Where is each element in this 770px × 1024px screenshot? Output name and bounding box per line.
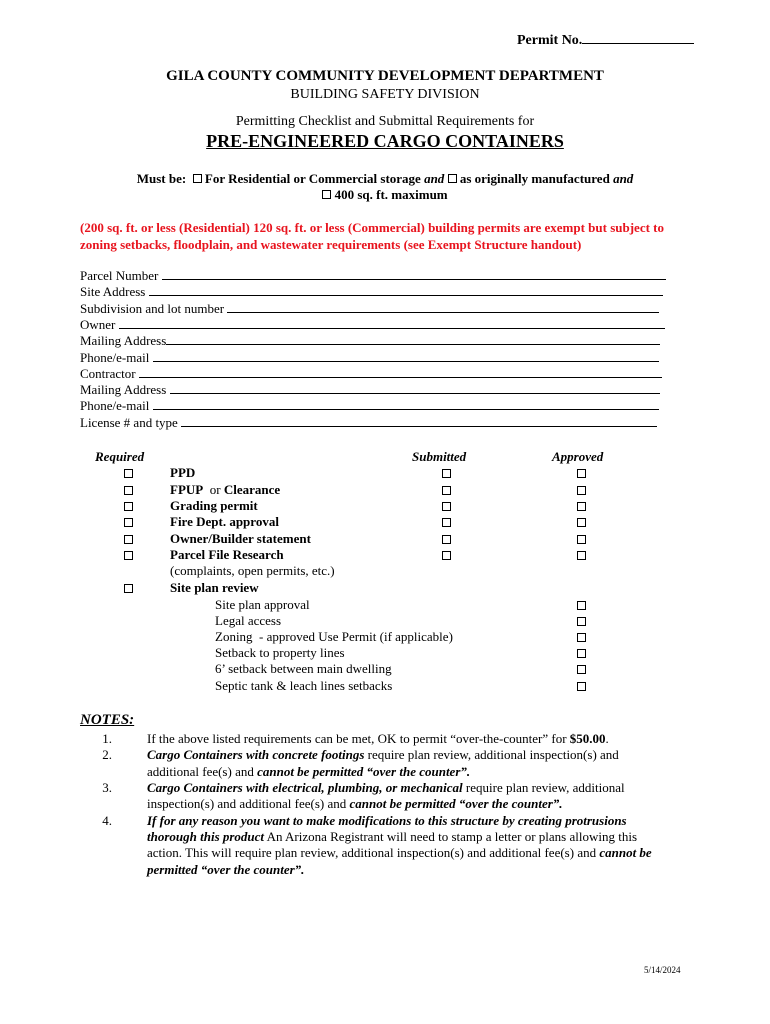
note-4-line4: permitted “over the counter”. — [147, 862, 305, 877]
note-number: 2. — [102, 747, 112, 762]
submitted-checkbox-ppd[interactable] — [442, 469, 451, 478]
submitted-checkbox-grading[interactable] — [442, 502, 451, 511]
note-2-line2 — [147, 764, 470, 780]
item-ppd: PPD — [170, 465, 196, 480]
permit-number-label: Permit No. — [517, 33, 583, 48]
originally-manufactured-label: as originally manufactured — [459, 171, 610, 186]
approved-checkbox-setback-main-dwelling[interactable] — [577, 665, 586, 674]
clearance-text: Clearance — [223, 482, 281, 497]
approved-checkbox-legal-access[interactable] — [577, 617, 586, 626]
field-license[interactable] — [80, 415, 670, 431]
submitted-checkbox-parcel-research[interactable] — [442, 551, 451, 560]
note-2-line2a: additional fee(s) and — [147, 764, 254, 779]
required-checkbox-owner-builder[interactable] — [124, 535, 133, 544]
submitted-checkbox-fpup[interactable] — [442, 486, 451, 495]
note-4-line3b: cannot be — [599, 845, 652, 860]
note-2-mid: require plan review, additional inspection(s) and — [367, 747, 619, 762]
required-checkbox-fire[interactable] — [124, 518, 133, 527]
field-label: Mailing Address — [80, 382, 167, 398]
permit-number-blank[interactable] — [582, 31, 694, 44]
field-blank[interactable] — [227, 301, 659, 313]
max-size-line — [0, 187, 770, 203]
fpup-text: FPUP — [170, 482, 204, 497]
exempt-notice-line2: zoning setbacks, floodplain, and wastewater requirements (see Exempt Structure handout) — [80, 237, 582, 252]
must-be-label: Must be: — [136, 171, 187, 186]
approved-checkbox-ppd[interactable] — [577, 469, 586, 478]
note-1 — [147, 731, 609, 747]
required-checkbox-site-plan[interactable] — [124, 584, 133, 593]
item-site-plan-review: Site plan review — [170, 580, 259, 595]
column-header-approved: Approved — [552, 449, 604, 464]
field-blank[interactable] — [149, 284, 663, 296]
note-2-line2b: cannot be permitted “over the counter”. — [257, 764, 471, 779]
note-3-line1 — [147, 780, 625, 796]
max-size-checkbox[interactable] — [322, 190, 331, 199]
note-number: 1. — [102, 731, 112, 746]
approved-checkbox-owner-builder[interactable] — [577, 535, 586, 544]
required-checkbox-ppd[interactable] — [124, 469, 133, 478]
note-4-line3a: action. This will require plan review, additional inspection(s) and additional fee(s) and — [147, 845, 597, 860]
item-fpup — [170, 482, 280, 498]
field-blank[interactable] — [170, 382, 660, 394]
field-phone-email[interactable] — [80, 350, 670, 366]
required-checkbox-grading[interactable] — [124, 502, 133, 511]
and-text: and — [613, 171, 634, 186]
field-contractor-phone-email[interactable] — [80, 398, 670, 414]
note-4-line2b: An Arizona Registrant will need to stamp a letter or plans allowing this — [266, 829, 638, 844]
residential-commercial-checkbox[interactable] — [193, 174, 202, 183]
note-4-line3 — [147, 845, 652, 861]
note-4-line2a: thorough this product — [147, 829, 265, 844]
field-blank[interactable] — [153, 350, 659, 362]
field-blank[interactable] — [119, 317, 665, 329]
notes-heading: NOTES: — [80, 712, 135, 728]
field-contractor[interactable] — [80, 366, 670, 382]
field-subdivision-lot[interactable] — [80, 301, 670, 317]
note-2-line1 — [147, 747, 619, 763]
note-4-line2 — [147, 829, 637, 845]
required-checkbox-fpup[interactable] — [124, 486, 133, 495]
required-checkbox-parcel-research[interactable] — [124, 551, 133, 560]
page-title: PRE-ENGINEERED CARGO CONTAINERS — [206, 131, 564, 151]
note-3-line2b: cannot be permitted “over the counter”. — [349, 796, 563, 811]
permit-number-field[interactable] — [517, 31, 694, 49]
submitted-checkbox-owner-builder[interactable] — [442, 535, 451, 544]
item-grading-permit: Grading permit — [170, 498, 258, 513]
field-blank[interactable] — [181, 415, 657, 427]
field-label: Parcel Number — [80, 268, 159, 283]
field-blank[interactable] — [162, 268, 666, 280]
originally-manufactured-checkbox[interactable] — [448, 174, 457, 183]
field-blank[interactable] — [166, 333, 660, 345]
note-3-lead: Cargo Containers with electrical, plumbing, or mechanical — [147, 780, 463, 795]
parcel-research-note: (complaints, open permits, etc.) — [170, 563, 335, 578]
sub-item-site-plan-approval: Site plan approval — [215, 597, 310, 612]
column-header-submitted: Submitted — [412, 449, 467, 464]
approved-checkbox-parcel-research[interactable] — [577, 551, 586, 560]
field-label: Site Address — [80, 284, 146, 300]
sub-item-zoning: Zoning - approved Use Permit (if applicable) — [215, 629, 453, 644]
field-owner[interactable] — [80, 317, 670, 333]
sub-item-setback-main-dwelling: 6’ setback between main dwelling — [215, 661, 392, 676]
note-number: 4. — [102, 813, 112, 828]
approved-checkbox-septic-setbacks[interactable] — [577, 682, 586, 691]
field-label: Mailing Address — [80, 333, 167, 349]
department-title: GILA COUNTY COMMUNITY DEVELOPMENT DEPARTMENT — [166, 68, 604, 84]
checklist-subtitle: Permitting Checklist and Submittal Requirements for — [235, 114, 535, 129]
residential-commercial-label: For Residential or Commercial storage — [204, 171, 421, 186]
approved-checkbox-setback-property-lines[interactable] — [577, 649, 586, 658]
field-label: Phone/e-mail — [80, 398, 150, 414]
sub-item-septic-setbacks: Septic tank & leach lines setbacks — [215, 678, 393, 693]
note-1-price: $50.00 — [569, 731, 606, 746]
item-fire-dept-approval: Fire Dept. approval — [170, 514, 279, 529]
note-1-end: . — [605, 731, 609, 746]
submitted-checkbox-fire[interactable] — [442, 518, 451, 527]
field-label: Phone/e-mail — [80, 349, 150, 365]
approved-checkbox-grading[interactable] — [577, 502, 586, 511]
max-size-label: 400 sq. ft. maximum — [334, 187, 448, 202]
field-label: License # and type — [80, 414, 178, 430]
field-blank[interactable] — [139, 366, 662, 378]
footer-date: 5/14/2024 — [644, 965, 681, 975]
column-header-required: Required — [95, 449, 145, 464]
approved-checkbox-fire[interactable] — [577, 518, 586, 527]
division-title: BUILDING SAFETY DIVISION — [290, 87, 480, 102]
approved-checkbox-fpup[interactable] — [577, 486, 586, 495]
note-3-line2 — [147, 796, 563, 812]
field-site-address[interactable] — [80, 284, 670, 300]
note-4-line1: If for any reason you want to make modifications to this structure by creating protrusions — [147, 813, 627, 828]
field-label: Subdivision and lot number — [80, 300, 225, 316]
note-number: 3. — [102, 780, 112, 795]
note-3-mid: require plan review, additional — [465, 780, 625, 795]
sub-item-legal-access: Legal access — [215, 613, 282, 628]
or-text: or — [209, 482, 221, 497]
note-2-lead: Cargo Containers with concrete footings — [147, 747, 365, 762]
field-label: Contractor — [80, 365, 136, 381]
field-parcel-number[interactable] — [80, 268, 670, 284]
must-be-line — [0, 171, 770, 187]
field-contractor-mailing-address[interactable] — [80, 382, 670, 398]
note-1-text: If the above listed requirements can be met, OK to permit “over-the-counter” for — [147, 731, 567, 746]
field-label: Owner — [80, 316, 116, 332]
field-blank[interactable] — [153, 398, 659, 410]
approved-checkbox-site-plan-approval[interactable] — [577, 601, 586, 610]
and-text: and — [424, 171, 445, 186]
item-owner-builder-statement: Owner/Builder statement — [170, 531, 311, 546]
approved-checkbox-zoning[interactable] — [577, 633, 586, 642]
exempt-notice-line1: (200 sq. ft. or less (Residential) 120 sq. ft. or less (Commercial) building permits are exempt but subject to — [80, 220, 664, 235]
note-3-line2a: inspection(s) and additional fee(s) and — [147, 796, 347, 811]
item-parcel-file-research: Parcel File Research — [170, 547, 284, 562]
field-mailing-address[interactable] — [80, 333, 670, 349]
sub-item-setback-property-lines: Setback to property lines — [215, 645, 345, 660]
